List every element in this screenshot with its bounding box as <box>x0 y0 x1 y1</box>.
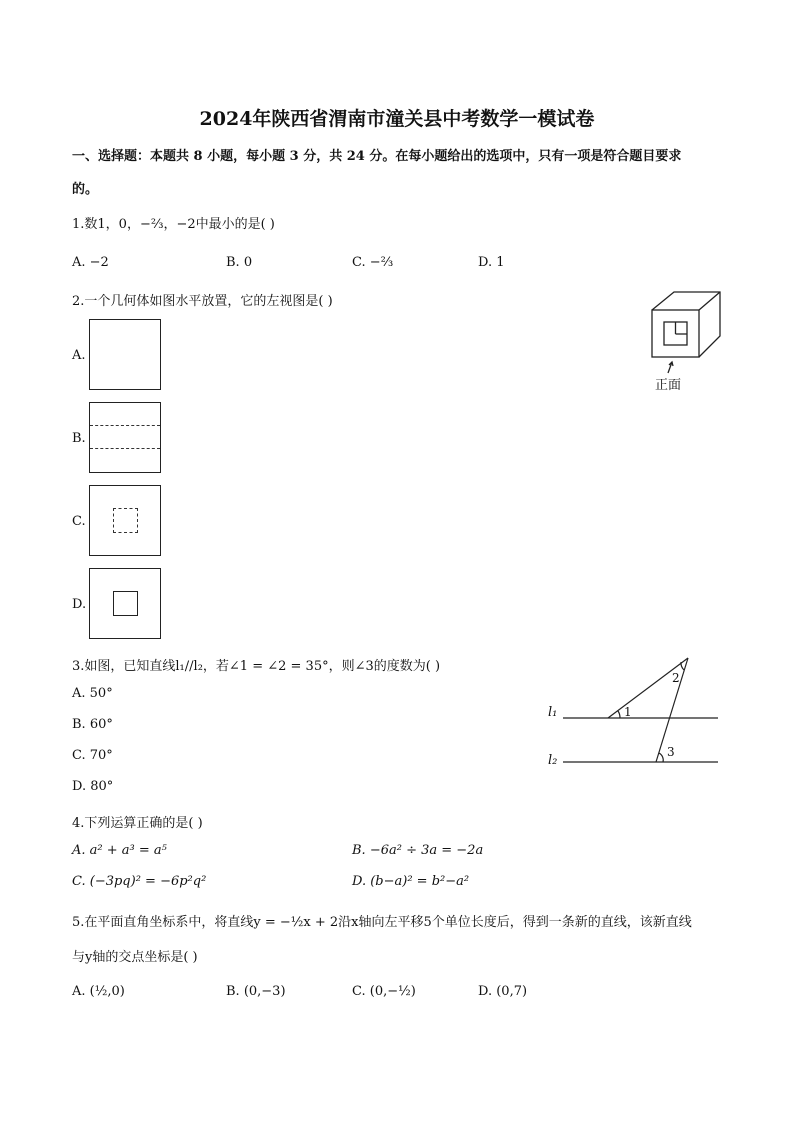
q3-angle-3-label: 3 <box>667 745 675 759</box>
page-title: 2024年陕西省渭南市潼关县中考数学一模试卷 <box>199 108 595 130</box>
q3-label-l1: l₁ <box>548 705 558 720</box>
solid-inner-square <box>113 591 138 616</box>
angle-1-arc <box>618 711 620 718</box>
q2-option-c: C. <box>72 514 86 529</box>
q3-angle-1-label: 1 <box>624 705 632 719</box>
dashed-line-upper <box>90 425 160 426</box>
q3-option-a: A. 50° <box>72 686 113 701</box>
dashed-line-lower <box>90 448 160 449</box>
q2-option-d-view <box>89 568 161 639</box>
q5-option-d: D. (0,7) <box>478 984 528 999</box>
q4-option-b: B. −6a² ÷ 3a = −2a <box>352 843 484 858</box>
q5-stem-line2: 与y轴的交点坐标是( ) <box>72 950 198 965</box>
cube-top-edge <box>699 292 720 310</box>
q2-stem: 2.一个几何体如图水平放置，它的左视图是( ) <box>72 294 333 309</box>
q1-option-c: C. −⅔ <box>352 255 394 270</box>
section-heading-line2: 的。 <box>72 182 99 197</box>
angle-2-arc <box>681 662 684 670</box>
q3-option-d: D. 80° <box>72 779 114 794</box>
q3-parallel-lines-figure <box>540 650 725 775</box>
q3-option-c: C. 70° <box>72 748 113 763</box>
q4-stem: 4.下列运算正确的是( ) <box>72 816 203 831</box>
angle-3-arc <box>659 753 663 762</box>
q1-option-d: D. 1 <box>478 255 505 270</box>
section-heading-line1: 一、选择题：本题共 8 小题，每小题 3 分，共 24 分。在每小题给出的选项中，只有一项是符合题目要求 <box>72 149 682 164</box>
q2-option-a: A. <box>72 348 86 363</box>
q5-option-a: A. (½,0) <box>72 984 125 999</box>
transversal-1 <box>608 658 688 718</box>
q2-cube-figure <box>640 288 730 393</box>
q4-option-d: D. (b−a)² = b²−a² <box>352 874 470 889</box>
q4-option-a: A. a² + a³ = a⁵ <box>72 843 167 858</box>
q1-option-a: A. −2 <box>72 255 109 270</box>
q3-label-l2: l₂ <box>548 753 558 768</box>
q1-stem: 1.数1，0，−⅔，−2中最小的是( ) <box>72 217 275 232</box>
q2-option-c-view <box>89 485 161 556</box>
q3-stem: 3.如图，已知直线l₁//l₂，若∠1 = ∠2 = 35°，则∠3的度数为( ) <box>72 659 441 674</box>
q5-option-c: C. (0,−½) <box>352 984 416 999</box>
q2-option-b: B. <box>72 431 86 446</box>
q5-option-b: B. (0,−3) <box>226 984 286 999</box>
q4-option-c: C. (−3pq)² = −6p²q² <box>72 874 207 889</box>
q2-option-b-view <box>89 402 161 473</box>
q5-stem-line1: 5.在平面直角坐标系中，将直线y = −½x + 2沿x轴向左平移5个单位长度后，得到一条新的直线，该新直线 <box>72 915 692 930</box>
cube-back-edges <box>652 292 720 357</box>
q2-option-a-view <box>89 319 161 390</box>
q3-option-b: B. 60° <box>72 717 113 732</box>
q2-option-d: D. <box>72 597 87 612</box>
dashed-inner-square <box>113 508 138 533</box>
q1-option-b: B. 0 <box>226 255 253 270</box>
q3-angle-2-label: 2 <box>672 671 680 685</box>
q2-front-label: 正面 <box>655 378 682 393</box>
